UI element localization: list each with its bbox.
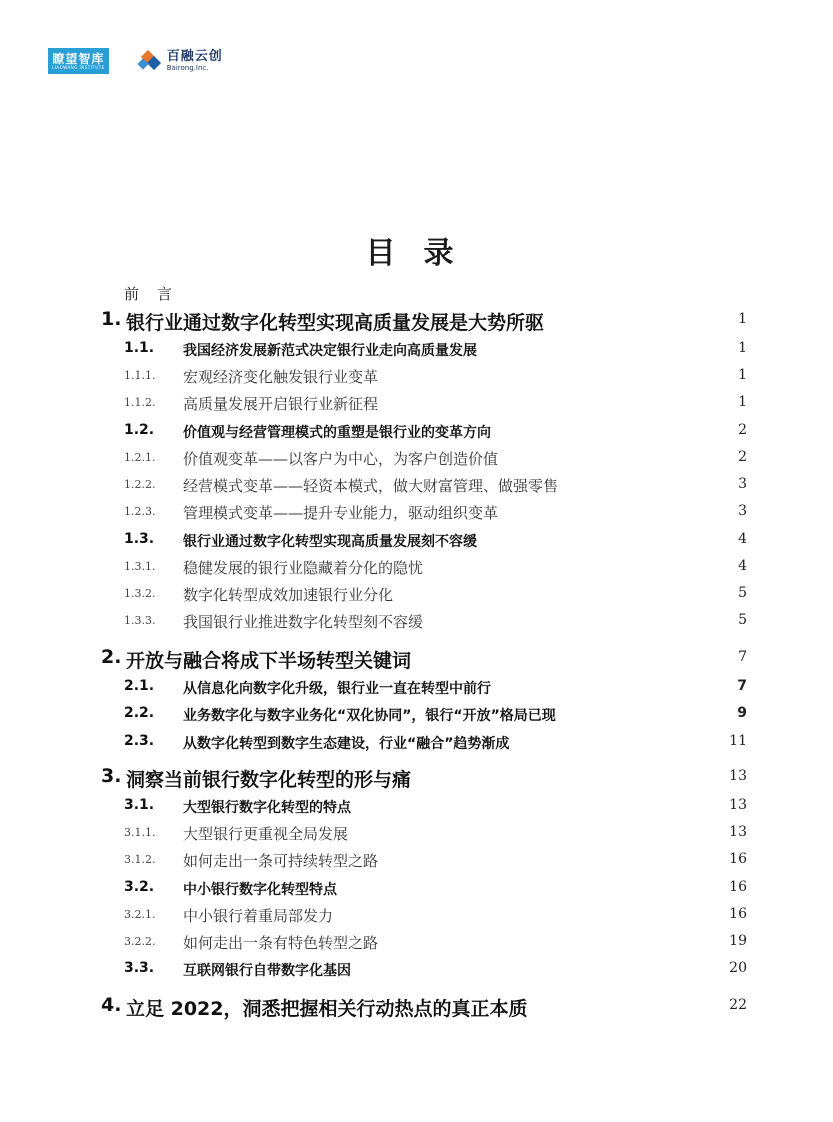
toc-entry-level2[interactable] — [0, 795, 833, 822]
toc-entry-number: 1.2.2. — [124, 478, 156, 491]
toc-entry-level2[interactable] — [0, 958, 833, 985]
toc-entry-title: 立足 2022，洞悉把握相关行动热点的真正本质 — [126, 998, 528, 1020]
toc-entry-title: 银行业通过数字化转型实现高质量发展是大势所驱 — [126, 312, 545, 334]
toc-entry-page-number: 9 — [737, 705, 747, 721]
toc-entry-level1[interactable] — [0, 308, 833, 335]
toc-entry-page-number: 13 — [729, 824, 747, 840]
toc-entry-level3[interactable] — [0, 447, 833, 474]
toc-entry-number: 3.1. — [124, 797, 155, 813]
toc-entry-title: 中小银行着重局部发力 — [183, 907, 334, 925]
toc-entry-page-number: 16 — [729, 879, 747, 895]
toc-entry-level1[interactable] — [0, 994, 833, 1021]
toc-entry-title: 如何走出一条有特色转型之路 — [183, 934, 379, 952]
toc-entry-level3[interactable] — [0, 610, 833, 637]
toc-entry-number: 3. — [101, 765, 122, 787]
toc-entry-number: 3.2. — [124, 879, 155, 895]
toc-preface[interactable]: 前言 — [124, 285, 191, 303]
toc-entry-title: 经营模式变革——轻资本模式，做大财富管理、做强零售 — [183, 477, 559, 495]
toc-entry-number: 1. — [101, 308, 122, 330]
toc-entry-page-number: 1 — [738, 311, 747, 327]
toc-entry-title: 如何走出一条可持续转型之路 — [183, 852, 379, 870]
toc-entry-level2[interactable] — [0, 676, 833, 703]
toc-entry-title: 我国经济发展新范式决定银行业走向高质量发展 — [183, 343, 477, 359]
toc-entry-number: 3.3. — [124, 960, 155, 976]
toc-entry-level3[interactable] — [0, 474, 833, 501]
toc-entry-page-number: 5 — [738, 585, 747, 601]
toc-entry-page-number: 1 — [738, 340, 747, 356]
header-logos — [48, 48, 223, 74]
liaowang-logo — [48, 48, 109, 74]
toc-entry-level2[interactable] — [0, 877, 833, 904]
toc-entry-number: 1.3.2. — [124, 587, 156, 600]
toc-entry-title: 价值观变革——以客户为中心，为客户创造价值 — [183, 450, 499, 468]
toc-entry-title: 数字化转型成效加速银行业分化 — [183, 586, 394, 604]
toc-entry-number: 3.2.2. — [124, 935, 156, 948]
toc-entry-title: 银行业通过数字化转型实现高质量发展刻不容缓 — [183, 534, 477, 550]
toc-entry-level3[interactable] — [0, 931, 833, 958]
toc-entry-level3[interactable] — [0, 849, 833, 876]
toc-entry-number: 3.2.1. — [124, 908, 156, 921]
toc-entry-number: 1.2.1. — [124, 451, 156, 464]
bairong-logo-text: 百融云创 — [166, 49, 223, 64]
bairong-diamond-icon — [135, 48, 165, 74]
toc-entry-level3[interactable] — [0, 904, 833, 931]
toc-entry-page-number: 16 — [729, 851, 747, 867]
toc-entry-title: 价值观与经营管理模式的重塑是银行业的变革方向 — [183, 425, 491, 441]
toc-entry-level2[interactable] — [0, 529, 833, 556]
toc-entry-page-number: 22 — [729, 997, 747, 1013]
toc-entry-number: 4. — [101, 994, 122, 1016]
toc-entry-number: 1.1.1. — [124, 369, 156, 382]
toc-entry-page-number: 7 — [738, 649, 747, 665]
toc-entry-page-number: 1 — [738, 394, 747, 410]
toc-entry-level1[interactable] — [0, 765, 833, 792]
toc-entry-page-number: 19 — [729, 933, 747, 949]
toc-entry-number: 1.1. — [124, 340, 155, 356]
toc-entry-number: 1.2. — [124, 422, 155, 438]
toc-entry-title: 管理模式变革——提升专业能力，驱动组织变革 — [183, 504, 499, 522]
toc-entry-number: 1.3. — [124, 531, 155, 547]
toc-entry-page-number: 3 — [738, 476, 747, 492]
toc-entry-level3[interactable] — [0, 583, 833, 610]
toc-entry-page-number: 7 — [737, 678, 747, 694]
liaowang-logo-subtext: LIAOWANG INSTITUTE — [52, 64, 105, 70]
toc-entry-number: 3.1.2. — [124, 853, 156, 866]
toc-entry-number: 1.2.3. — [124, 505, 156, 518]
toc-entry-title: 互联网银行自带数字化基因 — [183, 963, 351, 979]
liaowang-logo-text: 瞭望智库 — [52, 51, 105, 66]
toc-entry-title: 大型银行数字化转型的特点 — [183, 800, 351, 816]
toc-entry-title: 宏观经济变化触发银行业变革 — [183, 368, 379, 386]
toc-entry-page-number: 16 — [729, 906, 747, 922]
page-title: 目录 — [365, 236, 482, 271]
toc-entry-page-number: 11 — [729, 733, 747, 749]
bairong-logo-subtext: Bairong.Inc. — [166, 64, 209, 72]
toc-entry-title: 中小银行数字化转型特点 — [183, 882, 337, 898]
toc-entry-title: 洞察当前银行数字化转型的形与痛 — [126, 769, 412, 791]
toc-entry-level3[interactable] — [0, 365, 833, 392]
toc-entry-page-number: 3 — [738, 503, 747, 519]
toc-entry-title: 业务数字化与数字业务化“双化协同”，银行“开放”格局已现 — [183, 708, 556, 724]
toc-entry-level2[interactable] — [0, 731, 833, 758]
toc-entry-level2[interactable] — [0, 420, 833, 447]
toc-entry-title: 大型银行更重视全局发展 — [183, 825, 349, 843]
toc-entry-level1[interactable] — [0, 646, 833, 673]
toc-entry-number: 1.3.3. — [124, 614, 156, 627]
toc-entry-page-number: 2 — [738, 422, 747, 438]
bairong-logo — [135, 48, 223, 74]
toc-entry-page-number: 4 — [738, 558, 747, 574]
toc-entry-page-number: 5 — [738, 612, 747, 628]
toc-entry-number: 2.3. — [124, 733, 155, 749]
toc-entry-level3[interactable] — [0, 822, 833, 849]
toc-entry-level3[interactable] — [0, 556, 833, 583]
toc-entry-number: 2.1. — [124, 678, 155, 694]
toc-entry-number: 3.1.1. — [124, 826, 156, 839]
toc-entry-title: 高质量发展开启银行业新征程 — [183, 395, 379, 413]
toc-entry-page-number: 13 — [729, 768, 747, 784]
toc-entry-number: 1.1.2. — [124, 396, 156, 409]
toc-entry-number: 1.3.1. — [124, 560, 156, 573]
toc-entry-number: 2. — [101, 646, 122, 668]
toc-entry-level2[interactable] — [0, 338, 833, 365]
toc-entry-page-number: 4 — [738, 531, 747, 547]
toc-entry-page-number: 13 — [729, 797, 747, 813]
toc-entry-title: 开放与融合将成下半场转型关键词 — [126, 650, 412, 672]
toc-entry-title: 从信息化向数字化升级，银行业一直在转型中前行 — [183, 681, 491, 697]
toc-entry-level2[interactable] — [0, 703, 833, 730]
toc-entry-level3[interactable] — [0, 392, 833, 419]
toc-entry-title: 我国银行业推进数字化转型刻不容缓 — [183, 613, 424, 631]
toc-entry-page-number: 20 — [729, 960, 747, 976]
toc-entry-title: 从数字化转型到数字生态建设，行业“融合”趋势渐成 — [183, 736, 510, 752]
toc-entry-page-number: 2 — [738, 449, 747, 465]
toc-entry-level3[interactable] — [0, 501, 833, 528]
toc-entry-number: 2.2. — [124, 705, 155, 721]
toc-entry-title: 稳健发展的银行业隐藏着分化的隐忧 — [183, 559, 424, 577]
toc-entry-page-number: 1 — [738, 367, 747, 383]
